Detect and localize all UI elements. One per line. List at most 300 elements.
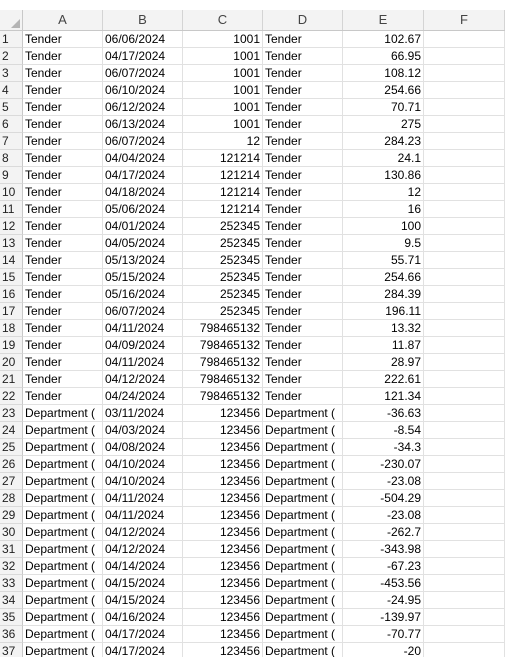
table-row (0, 422, 505, 439)
cell-a[interactable]: Tender (23, 252, 103, 269)
cell-a[interactable]: Department ( (23, 643, 103, 657)
cell-a[interactable]: Department ( (23, 575, 103, 592)
cell-d[interactable]: Tender (263, 303, 343, 320)
cell-a[interactable]: Tender (23, 337, 103, 354)
cell-a[interactable]: Department ( (23, 558, 103, 575)
cell-a[interactable]: Department ( (23, 405, 103, 422)
row-header[interactable]: 21 (0, 371, 23, 388)
cell-c[interactable]: 798465132 (183, 337, 263, 354)
table-row (0, 99, 505, 116)
cell-f[interactable] (424, 252, 505, 269)
cell-a[interactable]: Department ( (23, 626, 103, 643)
row-header[interactable]: 1 (0, 31, 23, 48)
column-header-a[interactable]: A (23, 10, 103, 30)
cell-b[interactable]: 04/01/2024 (103, 218, 183, 235)
cell-b[interactable]: 05/16/2024 (103, 286, 183, 303)
cell-b[interactable]: 04/10/2024 (103, 473, 183, 490)
cell-b[interactable]: 04/11/2024 (103, 507, 183, 524)
cell-f[interactable] (424, 405, 505, 422)
column-header-f[interactable]: F (424, 10, 505, 30)
table-row (0, 269, 505, 286)
cell-c[interactable]: 798465132 (183, 388, 263, 405)
row-header[interactable]: 34 (0, 592, 23, 609)
cell-a[interactable]: Tender (23, 99, 103, 116)
cell-e[interactable]: -67.23 (343, 558, 424, 575)
cell-d[interactable]: Tender (263, 218, 343, 235)
grid-rows (0, 31, 505, 657)
cell-d[interactable]: Department ( (263, 592, 343, 609)
row-header[interactable]: 27 (0, 473, 23, 490)
table-row (0, 626, 505, 643)
row-header[interactable]: 28 (0, 490, 23, 507)
row-header[interactable]: 30 (0, 524, 23, 541)
table-row (0, 456, 505, 473)
cell-a[interactable]: Tender (23, 235, 103, 252)
cell-f[interactable] (424, 558, 505, 575)
cell-f[interactable] (424, 473, 505, 490)
cell-e[interactable]: 108.12 (343, 65, 424, 82)
table-row (0, 65, 505, 82)
table-row (0, 218, 505, 235)
cell-b[interactable]: 04/08/2024 (103, 439, 183, 456)
cell-b[interactable]: 04/12/2024 (103, 541, 183, 558)
cell-b[interactable]: 06/07/2024 (103, 303, 183, 320)
cell-e[interactable]: 11.87 (343, 337, 424, 354)
cell-e[interactable]: -70.77 (343, 626, 424, 643)
cell-b[interactable]: 04/18/2024 (103, 184, 183, 201)
select-all-corner[interactable] (0, 10, 23, 30)
cell-f[interactable] (424, 320, 505, 337)
cell-a[interactable]: Tender (23, 82, 103, 99)
cell-b[interactable]: 06/10/2024 (103, 82, 183, 99)
cell-c[interactable]: 252345 (183, 235, 263, 252)
cell-f[interactable] (424, 541, 505, 558)
row-header[interactable]: 33 (0, 575, 23, 592)
table-row (0, 320, 505, 337)
table-row (0, 558, 505, 575)
row-header[interactable]: 35 (0, 609, 23, 626)
row-header[interactable]: 13 (0, 235, 23, 252)
cell-c[interactable]: 252345 (183, 252, 263, 269)
cell-d[interactable]: Tender (263, 286, 343, 303)
cell-c[interactable]: 123456 (183, 541, 263, 558)
table-row (0, 116, 505, 133)
cell-e[interactable]: -23.08 (343, 507, 424, 524)
cell-b[interactable]: 04/17/2024 (103, 643, 183, 657)
cell-a[interactable]: Department ( (23, 422, 103, 439)
row-header[interactable]: 17 (0, 303, 23, 320)
table-row (0, 167, 505, 184)
cell-f[interactable] (424, 150, 505, 167)
row-header[interactable]: 9 (0, 167, 23, 184)
cell-a[interactable]: Tender (23, 286, 103, 303)
cell-e[interactable]: 55.71 (343, 252, 424, 269)
cell-c[interactable]: 798465132 (183, 371, 263, 388)
table-row (0, 337, 505, 354)
table-row (0, 507, 505, 524)
cell-e[interactable]: 130.86 (343, 167, 424, 184)
cell-c[interactable]: 1001 (183, 48, 263, 65)
row-header[interactable]: 31 (0, 541, 23, 558)
cell-c[interactable]: 252345 (183, 303, 263, 320)
cell-c[interactable]: 123456 (183, 456, 263, 473)
cell-a[interactable]: Tender (23, 65, 103, 82)
cell-b[interactable]: 04/17/2024 (103, 626, 183, 643)
row-header[interactable]: 29 (0, 507, 23, 524)
cell-b[interactable]: 06/13/2024 (103, 116, 183, 133)
cell-f[interactable] (424, 575, 505, 592)
cell-d[interactable]: Department ( (263, 507, 343, 524)
table-row (0, 490, 505, 507)
cell-b[interactable]: 04/11/2024 (103, 320, 183, 337)
row-header[interactable]: 7 (0, 133, 23, 150)
cell-d[interactable]: Tender (263, 133, 343, 150)
cell-f[interactable] (424, 48, 505, 65)
table-row (0, 82, 505, 99)
cell-e[interactable]: 102.67 (343, 31, 424, 48)
row-header[interactable]: 24 (0, 422, 23, 439)
cell-e[interactable]: 24.1 (343, 150, 424, 167)
cell-d[interactable]: Tender (263, 235, 343, 252)
table-row (0, 524, 505, 541)
cell-a[interactable]: Tender (23, 184, 103, 201)
table-row (0, 286, 505, 303)
cell-c[interactable]: 121214 (183, 167, 263, 184)
row-header[interactable]: 20 (0, 354, 23, 371)
cell-d[interactable]: Department ( (263, 490, 343, 507)
cell-e[interactable]: -262.7 (343, 524, 424, 541)
cell-c[interactable]: 123456 (183, 626, 263, 643)
cell-a[interactable]: Department ( (23, 609, 103, 626)
cell-f[interactable] (424, 235, 505, 252)
cell-c[interactable]: 1001 (183, 116, 263, 133)
cell-c[interactable]: 123456 (183, 592, 263, 609)
table-row (0, 201, 505, 218)
cell-b[interactable]: 04/11/2024 (103, 354, 183, 371)
cell-a[interactable]: Tender (23, 201, 103, 218)
cell-d[interactable]: Department ( (263, 405, 343, 422)
cell-f[interactable] (424, 184, 505, 201)
cell-f[interactable] (424, 592, 505, 609)
cell-d[interactable]: Tender (263, 31, 343, 48)
cell-c[interactable]: 123456 (183, 507, 263, 524)
cell-a[interactable]: Department ( (23, 490, 103, 507)
cell-c[interactable]: 252345 (183, 218, 263, 235)
cell-b[interactable]: 04/03/2024 (103, 422, 183, 439)
cell-a[interactable]: Tender (23, 269, 103, 286)
cell-a[interactable]: Department ( (23, 473, 103, 490)
cell-e[interactable]: 16 (343, 201, 424, 218)
cell-f[interactable] (424, 490, 505, 507)
cell-a[interactable]: Tender (23, 167, 103, 184)
cell-c[interactable]: 123456 (183, 473, 263, 490)
cell-f[interactable] (424, 303, 505, 320)
cell-d[interactable]: Department ( (263, 643, 343, 657)
column-header-row (0, 10, 505, 31)
cell-f[interactable] (424, 354, 505, 371)
cell-d[interactable]: Department ( (263, 456, 343, 473)
cell-b[interactable]: 04/17/2024 (103, 167, 183, 184)
table-row (0, 150, 505, 167)
cell-d[interactable]: Department ( (263, 609, 343, 626)
cell-f[interactable] (424, 286, 505, 303)
cell-d[interactable]: Department ( (263, 473, 343, 490)
row-header[interactable]: 3 (0, 65, 23, 82)
cell-f[interactable] (424, 371, 505, 388)
cell-c[interactable]: 123456 (183, 643, 263, 657)
table-row (0, 303, 505, 320)
cell-e[interactable]: -24.95 (343, 592, 424, 609)
cell-b[interactable]: 04/12/2024 (103, 371, 183, 388)
cell-f[interactable] (424, 422, 505, 439)
table-row (0, 48, 505, 65)
cell-c[interactable]: 123456 (183, 490, 263, 507)
cell-f[interactable] (424, 65, 505, 82)
column-header-e[interactable]: E (343, 10, 424, 30)
row-header[interactable]: 10 (0, 184, 23, 201)
cell-c[interactable]: 123456 (183, 575, 263, 592)
cell-c[interactable]: 1001 (183, 99, 263, 116)
cell-e[interactable]: -23.08 (343, 473, 424, 490)
cell-e[interactable]: -453.56 (343, 575, 424, 592)
cell-b[interactable]: 04/05/2024 (103, 235, 183, 252)
cell-f[interactable] (424, 167, 505, 184)
cell-f[interactable] (424, 218, 505, 235)
cell-e[interactable]: 13.32 (343, 320, 424, 337)
cell-c[interactable]: 252345 (183, 269, 263, 286)
row-header[interactable]: 8 (0, 150, 23, 167)
cell-f[interactable] (424, 82, 505, 99)
cell-b[interactable]: 06/07/2024 (103, 133, 183, 150)
cell-b[interactable]: 06/12/2024 (103, 99, 183, 116)
cell-e[interactable]: 70.71 (343, 99, 424, 116)
row-header[interactable]: 5 (0, 99, 23, 116)
cell-f[interactable] (424, 133, 505, 150)
cell-e[interactable]: 275 (343, 116, 424, 133)
cell-d[interactable]: Department ( (263, 626, 343, 643)
cell-f[interactable] (424, 269, 505, 286)
cell-c[interactable]: 121214 (183, 184, 263, 201)
row-header[interactable]: 26 (0, 456, 23, 473)
cell-d[interactable]: Department ( (263, 422, 343, 439)
cell-d[interactable]: Tender (263, 99, 343, 116)
cell-d[interactable]: Tender (263, 65, 343, 82)
cell-c[interactable]: 12 (183, 133, 263, 150)
cell-f[interactable] (424, 643, 505, 657)
cell-d[interactable]: Tender (263, 184, 343, 201)
cell-e[interactable]: -139.97 (343, 609, 424, 626)
cell-b[interactable]: 05/15/2024 (103, 269, 183, 286)
cell-a[interactable]: Tender (23, 31, 103, 48)
cell-e[interactable]: -36.63 (343, 405, 424, 422)
cell-b[interactable]: 04/24/2024 (103, 388, 183, 405)
cell-d[interactable]: Department ( (263, 439, 343, 456)
cell-e[interactable]: 100 (343, 218, 424, 235)
cell-e[interactable]: -504.29 (343, 490, 424, 507)
cell-f[interactable] (424, 201, 505, 218)
cell-d[interactable]: Tender (263, 337, 343, 354)
cell-b[interactable]: 04/04/2024 (103, 150, 183, 167)
cell-a[interactable]: Tender (23, 150, 103, 167)
row-header[interactable]: 6 (0, 116, 23, 133)
row-header[interactable]: 2 (0, 48, 23, 65)
cell-d[interactable]: Tender (263, 116, 343, 133)
cell-d[interactable]: Tender (263, 269, 343, 286)
table-row (0, 592, 505, 609)
cell-e[interactable]: 66.95 (343, 48, 424, 65)
cell-b[interactable]: 04/17/2024 (103, 48, 183, 65)
cell-f[interactable] (424, 99, 505, 116)
cell-b[interactable]: 04/16/2024 (103, 609, 183, 626)
cell-a[interactable]: Tender (23, 320, 103, 337)
row-header[interactable]: 14 (0, 252, 23, 269)
cell-e[interactable]: 196.11 (343, 303, 424, 320)
cell-b[interactable]: 05/06/2024 (103, 201, 183, 218)
row-header[interactable]: 22 (0, 388, 23, 405)
cell-e[interactable]: 284.39 (343, 286, 424, 303)
cell-d[interactable]: Department ( (263, 524, 343, 541)
cell-f[interactable] (424, 507, 505, 524)
cell-c[interactable]: 798465132 (183, 354, 263, 371)
cell-b[interactable]: 06/07/2024 (103, 65, 183, 82)
cell-c[interactable]: 1001 (183, 82, 263, 99)
cell-f[interactable] (424, 626, 505, 643)
cell-f[interactable] (424, 456, 505, 473)
table-row (0, 405, 505, 422)
cell-d[interactable]: Tender (263, 82, 343, 99)
cell-a[interactable]: Tender (23, 133, 103, 150)
cell-e[interactable]: -8.54 (343, 422, 424, 439)
select-all-triangle-icon (11, 19, 20, 28)
cell-a[interactable]: Department ( (23, 507, 103, 524)
cell-f[interactable] (424, 337, 505, 354)
cell-e[interactable]: 254.66 (343, 269, 424, 286)
cell-a[interactable]: Department ( (23, 541, 103, 558)
cell-a[interactable]: Department ( (23, 456, 103, 473)
cell-a[interactable]: Tender (23, 116, 103, 133)
column-header-c[interactable]: C (183, 10, 263, 30)
cell-e[interactable]: 284.23 (343, 133, 424, 150)
cell-e[interactable]: -20 (343, 643, 424, 657)
cell-b[interactable]: 04/14/2024 (103, 558, 183, 575)
cell-a[interactable]: Tender (23, 303, 103, 320)
cell-a[interactable]: Tender (23, 388, 103, 405)
cell-e[interactable]: -343.98 (343, 541, 424, 558)
cell-f[interactable] (424, 116, 505, 133)
cell-b[interactable]: 04/12/2024 (103, 524, 183, 541)
cell-d[interactable]: Tender (263, 252, 343, 269)
cell-d[interactable]: Tender (263, 320, 343, 337)
cell-e[interactable]: 222.61 (343, 371, 424, 388)
cell-b[interactable]: 04/10/2024 (103, 456, 183, 473)
cell-b[interactable]: 05/13/2024 (103, 252, 183, 269)
column-header-d[interactable]: D (263, 10, 343, 30)
cell-d[interactable]: Tender (263, 354, 343, 371)
row-header[interactable]: 16 (0, 286, 23, 303)
cell-f[interactable] (424, 31, 505, 48)
table-row (0, 184, 505, 201)
cell-c[interactable]: 123456 (183, 439, 263, 456)
cell-d[interactable]: Department ( (263, 558, 343, 575)
cell-c[interactable]: 123456 (183, 609, 263, 626)
cell-e[interactable]: 28.97 (343, 354, 424, 371)
cell-b[interactable]: 03/11/2024 (103, 405, 183, 422)
column-header-b[interactable]: B (103, 10, 183, 30)
row-header[interactable]: 12 (0, 218, 23, 235)
cell-c[interactable]: 123456 (183, 405, 263, 422)
cell-e[interactable]: -230.07 (343, 456, 424, 473)
cell-c[interactable]: 121214 (183, 150, 263, 167)
cell-a[interactable]: Tender (23, 371, 103, 388)
cell-c[interactable]: 123456 (183, 558, 263, 575)
row-header[interactable]: 18 (0, 320, 23, 337)
cell-a[interactable]: Department ( (23, 592, 103, 609)
cell-d[interactable]: Department ( (263, 575, 343, 592)
table-row (0, 235, 505, 252)
cell-c[interactable]: 123456 (183, 422, 263, 439)
cell-b[interactable]: 06/06/2024 (103, 31, 183, 48)
cell-c[interactable]: 798465132 (183, 320, 263, 337)
cell-d[interactable]: Tender (263, 201, 343, 218)
cell-a[interactable]: Tender (23, 218, 103, 235)
cell-c[interactable]: 121214 (183, 201, 263, 218)
row-header[interactable]: 37 (0, 643, 23, 657)
cell-f[interactable] (424, 439, 505, 456)
row-header[interactable]: 11 (0, 201, 23, 218)
cell-a[interactable]: Department ( (23, 439, 103, 456)
cell-b[interactable]: 04/15/2024 (103, 575, 183, 592)
cell-d[interactable]: Tender (263, 371, 343, 388)
cell-e[interactable]: -34.3 (343, 439, 424, 456)
row-header[interactable]: 15 (0, 269, 23, 286)
cell-b[interactable]: 04/11/2024 (103, 490, 183, 507)
cell-a[interactable]: Tender (23, 354, 103, 371)
table-row (0, 541, 505, 558)
cell-d[interactable]: Tender (263, 48, 343, 65)
table-row (0, 133, 505, 150)
row-header[interactable]: 25 (0, 439, 23, 456)
row-header[interactable]: 19 (0, 337, 23, 354)
cell-f[interactable] (424, 524, 505, 541)
cell-c[interactable]: 123456 (183, 524, 263, 541)
cell-d[interactable]: Tender (263, 167, 343, 184)
cell-e[interactable]: 9.5 (343, 235, 424, 252)
cell-c[interactable]: 252345 (183, 286, 263, 303)
row-header[interactable]: 36 (0, 626, 23, 643)
table-row (0, 388, 505, 405)
cell-d[interactable]: Tender (263, 150, 343, 167)
row-header[interactable]: 23 (0, 405, 23, 422)
cell-d[interactable]: Department ( (263, 541, 343, 558)
cell-e[interactable]: 254.66 (343, 82, 424, 99)
cell-d[interactable]: Tender (263, 388, 343, 405)
cell-a[interactable]: Tender (23, 48, 103, 65)
row-header[interactable]: 32 (0, 558, 23, 575)
table-row (0, 252, 505, 269)
cell-c[interactable]: 1001 (183, 65, 263, 82)
cell-c[interactable]: 1001 (183, 31, 263, 48)
table-row (0, 354, 505, 371)
cell-f[interactable] (424, 388, 505, 405)
cell-e[interactable]: 121.34 (343, 388, 424, 405)
table-row (0, 31, 505, 48)
cell-a[interactable]: Department ( (23, 524, 103, 541)
cell-f[interactable] (424, 609, 505, 626)
cell-e[interactable]: 12 (343, 184, 424, 201)
cell-b[interactable]: 04/15/2024 (103, 592, 183, 609)
row-header[interactable]: 4 (0, 82, 23, 99)
cell-b[interactable]: 04/09/2024 (103, 337, 183, 354)
